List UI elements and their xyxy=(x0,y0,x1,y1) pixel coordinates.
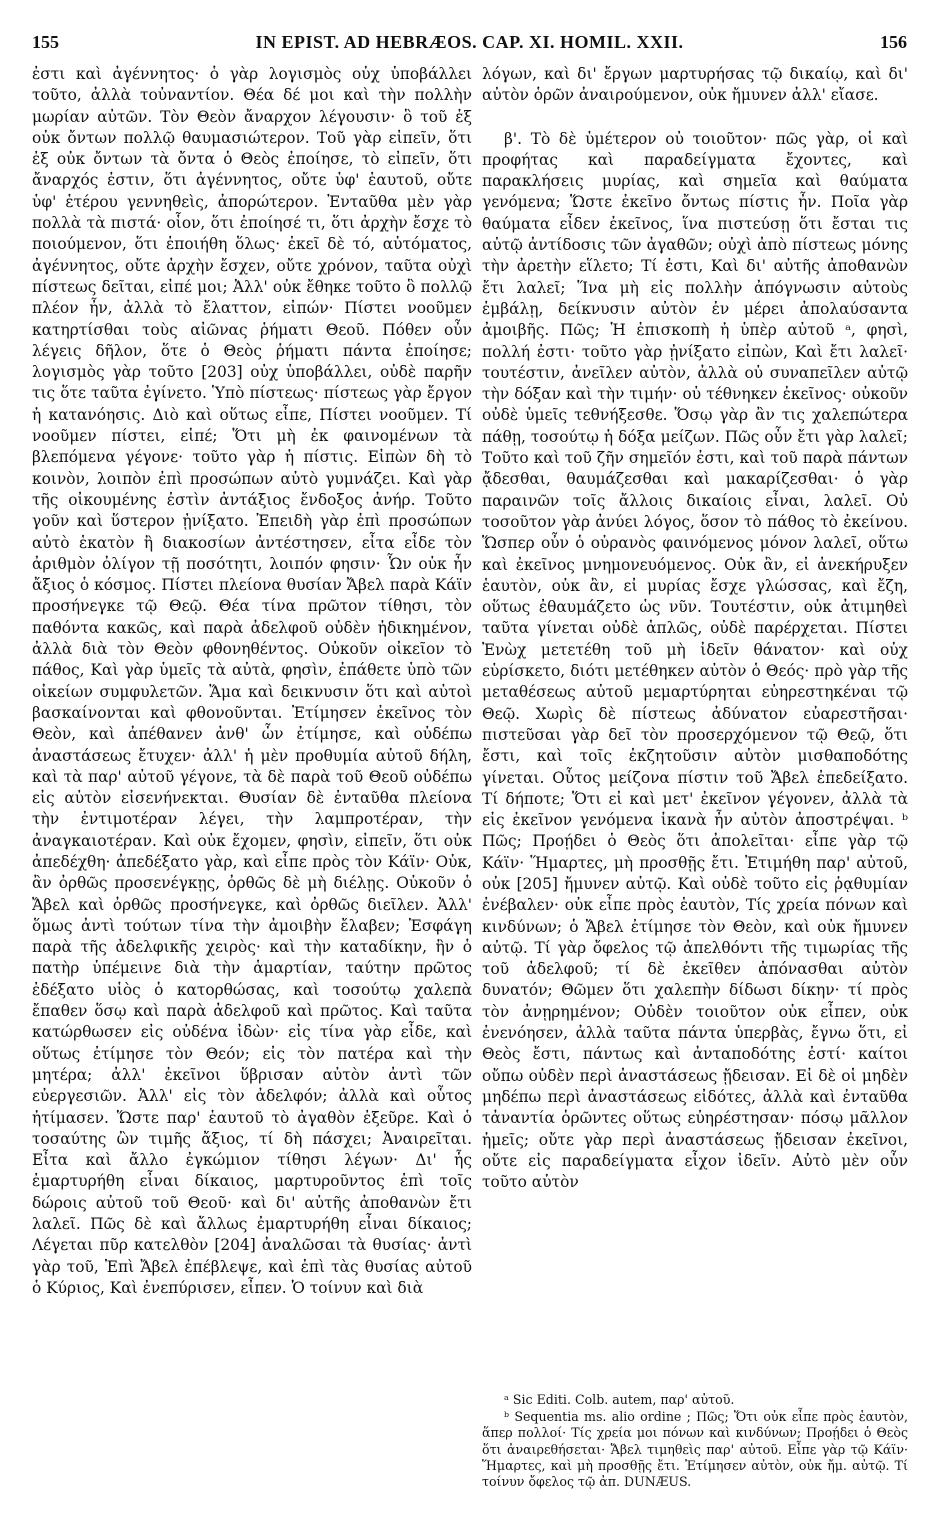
footnote-b: ᵇ Sequentia ms. alio ordine ; Πῶς; Ὅτι οὐκ εἶπε πρὸς ἑαυτὸν, ἅπερ πολλοί· Τίς χρεία μοι πόνων καὶ κινδύνων; Προῄδει ὁ Θεὸς ὅτι ἀναιρεθήσεται· Ἄβελ τιμηθεὶς παρ' αὐτοῦ. Εἶπε γὰρ τῷ Κάϊν· Ἥμαρτες, καὶ μὴ προσθῇς ἔτι. Ἐτίμησεν αὐτὸν, οὐκ ἤμ. αὐτῷ. Τί τοίνυν ὄφελος τῷ ἀπ. DUNÆUS. xyxy=(482,1409,908,1490)
running-title: IN EPIST. AD HEBRÆOS. CAP. XI. HOMIL. XXII. xyxy=(255,32,684,52)
right-column xyxy=(482,64,908,1193)
page-number-right: 156 xyxy=(880,32,907,52)
right-column-section: β'. Τὸ δὲ ὑμέτερον οὐ τοιοῦτον· πῶς γὰρ, οἱ καὶ προφήτας καὶ παραδείγματα ἔχοντες, καὶ παρακλήσεις μυρίας, καὶ σημεῖα καὶ θαύματα γενόμενα; Ὥστε ἐκεῖνο ὄντως πίστις ἦν. Ποῖα γὰρ θαύματα εἶδεν ἐκεῖνος, ἵνα πιστεύσῃ ὅτι ἔσται τις αὐτῷ ἀντίδοσις τῶν ἀγαθῶν; οὐχὶ ἀπὸ πίστεως μόνης τὴν ἀρετὴν εἵλετο; Τί ἐστι, Καὶ δι' αὐτῆς ἀποθανὼν ἔτι λαλεῖ; Ἵνα μὴ εἰς πολλὴν ἀπόγνωσιν αὐτοὺς ἐμβάλῃ, δείκνυσιν αὐτὸν ἐν μέρει ἀπολαύσαντα ἀμοιβῆς. Πῶς; Ἡ ἐπισκοπὴ ἡ ὑπὲρ αὐτοῦ ᵃ, φησὶ, πολλή ἐστι· τοῦτο γὰρ ᾐνίξατο εἰπὼν, Καὶ ἔτι λαλεῖ· τουτέστιν, ἀνεῖλεν αὐτὸν, ἀλλὰ οὐ συναπεῖλεν αὐτῷ τὴν δόξαν καὶ τὴν τιμήν· οὐ τέθνηκεν ἐκεῖνος· οὐκοῦν οὐδὲ ὑμεῖς τεθνήξεσθε. Ὅσῳ γὰρ ἂν τις χαλεπώτερα πάθῃ, τοσούτῳ ἡ δόξα μείζων. Πῶς οὖν ἔτι γὰρ λαλεῖ; Τοῦτο καὶ τοῦ ζῆν σημεῖόν ἐστι, καὶ τοῦ παρὰ πάντων ᾄδεσθαι, θαυμάζεσθαι καὶ μακαρίζεσθαι· ὁ γὰρ παραινῶν τοῖς ἄλλοις δικαίοις εἶναι, λαλεῖ. Οὐ τοσοῦτον γὰρ ἀνύει λόγος, ὅσον τὸ πάθος τὸ ἐκείνου. Ὥσπερ οὖν ὁ οὐρανὸς φαινόμενος μόνον λαλεῖ, οὕτω καὶ ἐκεῖνος μνημονευόμενος. Οὐκ ἂν, εἰ ἀνεκήρυξεν ἑαυτὸν, οὐκ ἂν, εἰ μυρίας ἔσχε γλώσσας, καὶ ἔζη, οὕτως ἐθαυμάζετο ὡς νῦν. Τουτέστιν, οὐκ ἀτιμηθεὶ ταῦτα γίνεται οὐδὲ ἁπλῶς, οὐδὲ παρέρχεται. Πίστει Ἐνὼχ μετετέθη τοῦ μὴ ἰδεῖν θάνατον· καὶ οὐχ εὑρίσκετο, διότι μετέθηκεν αὐτὸν ὁ Θεός· πρὸ γὰρ τῆς μεταθέσεως αὐτοῦ μεμαρτύρηται εὐηρεστηκέναι τῷ Θεῷ. Χωρὶς δὲ πίστεως ἀδύνατον εὐαρεστῆσαι· πιστεῦσαι γὰρ δεῖ τὸν προσερχόμενον τῷ Θεῷ, ὅτι ἔστι, καὶ τοῖς ἐκζητοῦσιν αὐτὸν μισθαποδότης γίνεται. Οὗτος μείζονα πίστιν τοῦ Ἄβελ ἐπεδείξατο. Τί δήποτε; Ὅτι εἰ καὶ μετ' ἐκεῖνον γέγονεν, ἀλλὰ τὰ εἰς ἐκεῖνον γενόμενα ἱκανὰ ἦν αὐτὸν ἀποστρέψαι. ᵇ Πῶς; Προῄδει ὁ Θεὸς ὅτι ἀπολεῖται· εἶπε γὰρ τῷ Κάϊν· Ἥμαρτες, μὴ προσθῇς ἔτι. Ἐτιμήθη παρ' αὐτοῦ, οὐκ [205] ἤμυνεν αὐτῷ. Καὶ οὐδὲ τοῦτο εἰς ῥᾳθυμίαν ἐνέβαλεν· οὐκ εἶπε πρὸς ἑαυτὸν, Τίς χρεία πόνων καὶ κινδύνων; ὁ Ἄβελ ἐτίμησε τὸν Θεὸν, καὶ οὐκ ἤμυνεν αὐτῷ. Τί γὰρ ὄφελος τῷ ἀπελθόντι τῆς τιμωρίας τῆς τοῦ ἀδελφοῦ; τί δὲ ἐκεῖθεν ἀπόνασθαι αὐτὸν δυνατόν; Θῶμεν ὅτι χαλεπὴν δίδωσι δίκην· τί πρὸς τὸν ἀνῃρημένον; Οὐδὲν τοιοῦτον οὐκ εἶπεν, οὐκ ἐνενόησεν, ἀλλὰ ταῦτα πάντα ὑπερβὰς, ἔγνω ὅτι, εἰ Θεὸς ἔστι, πάντως καὶ ἀνταποδότης ἐστί· καίτοι οὔπω οὐδὲν περὶ ἀναστάσεως ᾔδεισαν. Εἰ δὲ οἱ μηδὲν μηδέπω περὶ ἀναστάσεως εἰδότες, ἀλλὰ καὶ ἐνταῦθα τἀναντία ὁρῶντες οὕτως εὐηρέστησαν· πόσῳ μᾶλλον ἡμεῖς; οὔτε γὰρ περὶ ἀναστάσεως ᾔδεισαν ἐκεῖνοι, οὔτε εἰς παραδείγματα εἶχον ἰδεῖν. Αὐτὸ μὲν οὖν τοῦτο αὐτὸν xyxy=(482,129,908,1192)
running-header xyxy=(32,32,907,58)
right-column-continuation: λόγων, καὶ δι' ἔργων μαρτυρήσας τῷ δικαίῳ, καὶ δι' αὐτὸν ὁρῶν ἀναιρούμενον, οὐκ ἤμυνεν ἀλλ' εἴασε. xyxy=(482,65,908,105)
footnote-a: ᵃ Sic Editi. Colb. autem, παρ' αὐτοῦ. xyxy=(504,1392,735,1407)
footnotes xyxy=(482,1392,908,1490)
left-column xyxy=(32,64,472,1299)
page-number-left: 155 xyxy=(32,32,59,52)
left-column-text: ἐστι καὶ ἀγέννητος· ὁ γὰρ λογισμὸς οὐχ ὑποβάλλει τοῦτο, ἀλλὰ τοὐναντίον. Θέα δέ μοι καὶ τὴν πολλὴν μωρίαν αὐτῶν. Τὸν Θεὸν ἄναρχον λέγουσιν· ὃ τοῦ ἐξ οὐκ ὄντων πολλῷ θαυμασιώτερον. Τοῦ γὰρ εἰπεῖν, ὅτι ἐξ οὐκ ὄντων τὰ ὄντα ὁ Θεὸς ἐποίησε, τὸ εἰπεῖν, ὅτι ἄναρχός ἐστιν, ὅτι ἀγέννητος, οὔτε ὑφ' ἑαυτοῦ, οὔτε ὑφ' ἑτέρου γεννηθεὶς, ἀπορώτερον. Ἐνταῦθα μὲν γὰρ πολλὰ τὰ πιστά· οἷον, ὅτι ἐποίησέ τι, ὅτι ἀρχὴν ἔσχε τὸ ποιούμενον, ὅτι ἐποιήθη ὅλως· ἐκεῖ δὲ τό, αὐτόματος, ἀγέννητος, οὔτε ἀρχὴν ἔσχεν, οὔτε χρόνον, ταῦτα οὐχὶ πίστεως δεῖται, εἰπέ μοι; Ἀλλ' οὐκ ἔθηκε τοῦτο ὃ πολλῷ πλέον ἦν, ἀλλὰ τὸ ἔλαττον, εἰπών· Πίστει νοοῦμεν κατηρτίσθαι τοὺς αἰῶνας ῥήματι Θεοῦ. Πόθεν οὖν λέγεις δῆλον, ὅτε ὁ Θεὸς ῥήματι πάντα ἐποίησε; λογισμὸς γὰρ τοῦτο [203] οὐχ ὑποβάλλει, οὐδὲ παρῆν τις ὅτε ταῦτα ἐγίνετο. Ὑπὸ πίστεως· πίστεως γὰρ ἔργον ἡ κατανόησις. Διὸ καὶ οὕτως εἶπε, Πίστει νοοῦμεν. Τί νοοῦμεν πίστει, εἰπέ; Ὅτι μὴ ἐκ φαινομένων τὰ βλεπόμενα γέγονε· τοῦτο γὰρ ἡ πίστις. Εἰπὼν δὴ τὸ κοινὸν, λοιπὸν ἐπὶ προσώπων αὐτὸ γυμνάζει. Καὶ γὰρ τῆς οἰκουμένης ἐστὶν ἀντάξιος ἔνδοξος ἀνήρ. Τοῦτο γοῦν καὶ ὕστερον ᾐνίξατο. Ἐπειδὴ γὰρ ἐπὶ προσώπων αὐτὸ ἑκατὸν ἢ διακοσίων ἀντέστησεν, εἶτα εἶδε τὸν ἀριθμὸν ὀλίγον τῇ ποσότητι, λοιπόν φησιν· Ὧν οὐκ ἦν ἄξιος ὁ κόσμος. Πίστει πλείονα θυσίαν Ἄβελ παρὰ Κάϊν προσήνεγκε τῷ Θεῷ. Θέα τίνα πρῶτον τίθησι, τὸν παθόντα κακῶς, καὶ παρὰ ἀδελφοῦ οὐδὲν ἠδικημένον, ἀλλὰ διὰ τὸν Θεὸν φθονηθέντος. Οὐκοῦν οἰκεῖον τὸ πάθος, Καὶ γὰρ ὑμεῖς τὰ αὐτὰ, φησὶν, ἐπάθετε ὑπὸ τῶν οἰκείων συμφυλετῶν. Ἅμα καὶ δεικνυσιν ὅτι καὶ αὐτοὶ βασκαίνονται καὶ φθονοῦνται. Ἐτίμησεν ἐκεῖνος τὸν Θεὸν, καὶ ἀπέθανεν ἀνθ' ὧν ἐτίμησε, καὶ οὐδέπω ἀναστάσεως ἔτυχεν· ἀλλ' ἡ μὲν προθυμία αὐτοῦ δήλη, καὶ τὰ παρ' αὐτοῦ γέγονε, τὰ δὲ παρὰ τοῦ Θεοῦ οὐδέπω εἰς αὐτὸν εἰσενήνεκται. Θυσίαν δὲ ἐνταῦθα πλείονα τὴν ἐντιμοτέραν λέγει, τὴν λαμπροτέραν, τὴν ἀναγκαιοτέραν. Καὶ οὐκ ἔχομεν, φησὶν, εἰπεῖν, ὅτι οὐκ ἀπεδέχθη· ἀπεδέξατο γὰρ, καὶ εἶπε πρὸς τὸν Κάϊν· Οὐκ, ἂν ὀρθῶς προσενέγκῃς, ὀρθῶς δὲ μὴ διέλῃς. Οὐκοῦν ὁ Ἄβελ καὶ ὀρθῶς προσήνεγκε, καὶ ὀρθῶς διεῖλεν. Ἀλλ' ὅμως ἀντὶ τούτων τίνα τὴν ἀμοιβὴν ἔλαβεν; Ἐσφάγη παρὰ τῆς ἀδελφικῆς χειρὸς· καὶ τὴν καταδίκην, ἣν ὁ πατὴρ ὑπέμεινε διὰ τὴν ἁμαρτίαν, ταύτην πρῶτος ἐδέξατο υἱὸς ὁ κατορθώσας, καὶ τοσούτῳ χαλεπὰ ἔπαθεν ὅσῳ καὶ παρὰ ἀδελφοῦ καὶ πρῶτος. Καὶ ταῦτα κατώρθωσεν εἰς οὐδένα ἰδὼν· εἰς τίνα γὰρ εἶδε, καὶ οὕτως ἐτίμησε τὸν Θεόν; εἰς τὸν πατέρα καὶ τὴν μητέρα; ἀλλ' ἐκεῖνοι ὕβρισαν αὐτὸν ἀντὶ τῶν εὐεργεσιῶν. Ἀλλ' εἰς τὸν ἀδελφόν; ἀλλὰ καὶ οὗτος ἠτίμασεν. Ὥστε παρ' ἑαυτοῦ τὸ ἀγαθὸν ἐξεῦρε. Καὶ ὁ τοσαύτης ὢν τιμῆς ἄξιος, τί δὴ πάσχει; Ἀναιρεῖται. Εἶτα καὶ ἄλλο ἐγκώμιον τίθησι λέγων· Δι' ἧς ἐμαρτυρήθη εἶναι δίκαιος, μαρτυροῦντος ἐπὶ τοῖς δώροις αὐτοῦ τοῦ Θεοῦ· καὶ δι' αὐτῆς ἀποθανὼν ἔτι λαλεῖ. Πῶς δὲ καὶ ἄλλως ἐμαρτυρήθη εἶναι δίκαιος; Λέγεται πῦρ κατελθὸν [204] ἀναλῶσαι τὰ θυσίας· ἀντὶ γὰρ τοῦ, Ἐπὶ Ἄβελ ἐπέβλεψε, καὶ ἐπὶ τὰς θυσίας αὐτοῦ ὁ Κύριος, Καὶ ἐνεπύρισεν, εἶπεν. Ὁ τοίνυν καὶ διὰ xyxy=(32,65,472,1297)
